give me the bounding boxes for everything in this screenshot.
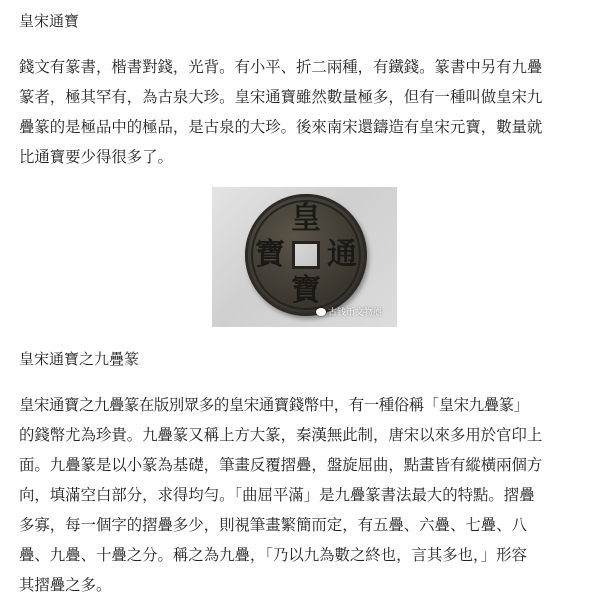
coin-character-top: 皇: [291, 201, 321, 236]
paragraph-line: 篆者，極其罕有，為古泉大珍。皇宋通寶雖然數量極多，但有一種叫做皇宋九: [19, 88, 543, 106]
coin-character-right: 通: [327, 237, 357, 272]
coin-photo: [212, 187, 397, 327]
section-paragraph: [19, 390, 591, 600]
paragraph-line: 比通寶要少得很多了。: [19, 148, 173, 166]
paragraph-line: 面。九疊篆是以小篆為基礎，筆畫反覆摺疊，盤旋屈曲，點畫皆有縱橫兩個方: [19, 456, 543, 474]
watermark-text: 古钱币文物圈: [328, 308, 383, 318]
paragraph-line: 其摺疊之多。: [19, 576, 112, 594]
section-paragraph: [19, 52, 591, 172]
coin-character-left: 寶: [255, 237, 285, 272]
coin-character-bottom: 寶: [291, 273, 321, 308]
image-watermark: [316, 307, 382, 319]
paragraph-line: 的錢幣尤為珍貴。九疊篆又稱上方大篆，秦漢無此制，唐宋以來多用於官印上: [19, 426, 543, 444]
paragraph-line: 皇宋通寶之九疊篆在版別眾多的皇宋通寶錢幣中，有一種俗稱「皇宋九疊篆」: [19, 396, 529, 414]
paragraph-line: 多寡，每一個字的摺疊多少，則視筆畫繁簡而定，有五疊、六疊、七疊、八: [19, 516, 527, 534]
wechat-icon: [316, 308, 326, 316]
paragraph-line: 疊、九疊、十疊之分。稱之為九疊，「乃以九為數之終也，言其多也，」形容: [19, 546, 527, 564]
section-title: 皇宋通寶之九疊篆: [19, 350, 140, 368]
paragraph-line: 疊篆的是極品中的極品，是古泉的大珍。後來南宋還鑄造有皇宋元寶，數量就: [19, 118, 543, 136]
section-title: 皇宋通寶: [19, 12, 80, 30]
coin-image: [245, 194, 367, 316]
paragraph-line: 錢文有篆書，楷書對錢，光背。有小平、折二兩種，有鐵錢。篆書中另有九疊: [19, 58, 543, 76]
coin-square-hole: [295, 244, 317, 266]
paragraph-line: 向，填滿空白部分，求得均勻。「曲屈平滿」是九疊篆書法最大的特點。摺疊: [19, 486, 535, 504]
